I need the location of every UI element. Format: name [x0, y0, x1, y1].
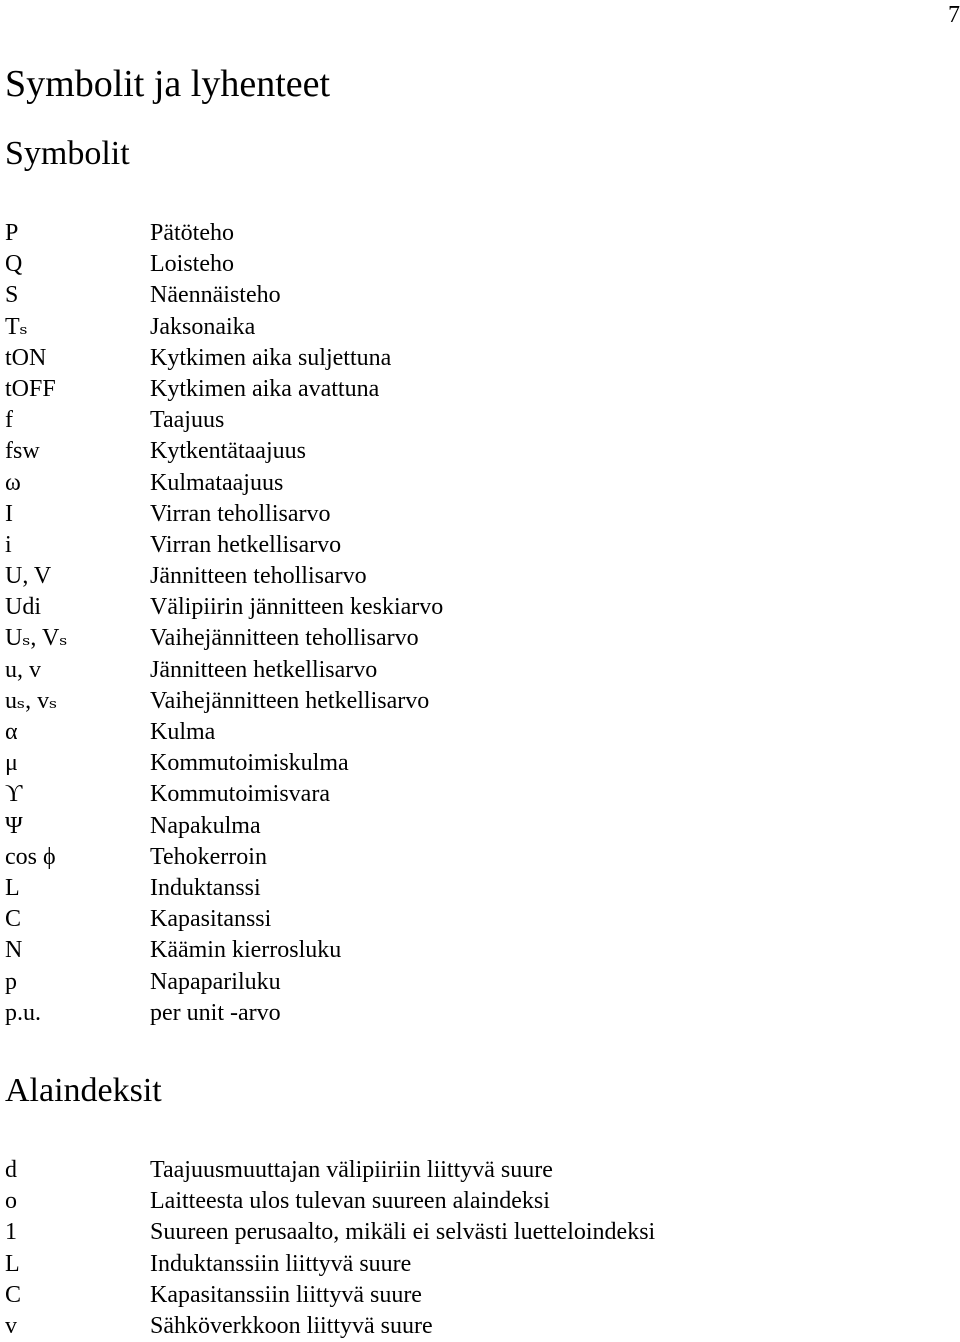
subscripts-list	[5, 1155, 905, 1342]
list-item	[5, 1280, 905, 1311]
symbol: I	[5, 500, 13, 527]
description: Vaihejännitteen hetkellisarvo	[150, 687, 430, 714]
list-item	[5, 655, 905, 686]
list-item	[5, 842, 905, 873]
symbol: o	[5, 1188, 17, 1215]
description: Jännitteen hetkellisarvo	[150, 656, 378, 683]
page-title: Symbolit ja lyhenteet	[5, 63, 331, 105]
list-item	[5, 623, 905, 654]
description: Kapasitanssiin liittyvä suure	[150, 1281, 422, 1308]
page-number: 7	[948, 2, 960, 28]
list-item	[5, 686, 905, 717]
symbol: C	[5, 1281, 22, 1308]
description: Taajuusmuuttajan välipiiriin liittyvä suure	[150, 1157, 553, 1183]
symbol: u, v	[5, 656, 41, 683]
symbol: f	[5, 407, 13, 434]
symbol: α	[5, 719, 18, 745]
description: Induktanssiin liittyvä suure	[150, 1250, 412, 1277]
subscripts-heading: Alaindeksit	[5, 1072, 162, 1109]
description: Kytkimen aika avattuna	[150, 375, 380, 402]
description: Kommutoimiskulma	[150, 750, 349, 777]
symbol: p.u.	[5, 999, 41, 1026]
description: Napakulma	[150, 812, 261, 839]
symbol: S	[5, 282, 19, 309]
list-item	[5, 748, 905, 779]
description: Virran hetkellisarvo	[150, 531, 342, 558]
list-item	[5, 1217, 905, 1248]
symbol: N	[5, 937, 23, 964]
list-item	[5, 935, 905, 966]
list-item	[5, 280, 905, 311]
description: Käämin kierrosluku	[150, 937, 342, 964]
description: Kytkimen aika suljettuna	[150, 344, 392, 371]
symbol: μ	[5, 750, 18, 777]
list-item	[5, 436, 905, 467]
description: Vaihejännitteen tehollisarvo	[150, 625, 419, 652]
symbol: ϒ	[5, 781, 23, 808]
symbol: 1	[5, 1219, 17, 1246]
symbols-list	[5, 218, 905, 1029]
description: Kulmataajuus	[150, 469, 284, 496]
symbol: Tₛ	[5, 313, 28, 340]
list-item	[5, 1186, 905, 1217]
list-item	[5, 967, 905, 998]
symbol: C	[5, 906, 22, 933]
description: Kapasitanssi	[150, 906, 272, 933]
list-item	[5, 374, 905, 405]
symbol: L	[5, 874, 20, 901]
symbol: U, V	[5, 563, 52, 590]
description: Jaksonaika	[150, 313, 256, 340]
symbol: Uₛ, Vₛ	[5, 625, 68, 652]
description: Kytkentätaajuus	[150, 438, 306, 465]
symbol: L	[5, 1250, 20, 1277]
symbol: P	[5, 220, 19, 246]
description: Kommutoimisvara	[150, 781, 330, 808]
list-item	[5, 468, 905, 499]
list-item	[5, 343, 905, 374]
symbol: tON	[5, 344, 47, 371]
list-item	[5, 592, 905, 623]
description: Sähköverkkoon liittyvä suure	[150, 1312, 433, 1339]
list-item	[5, 998, 905, 1029]
list-item	[5, 1155, 905, 1186]
symbol: tOFF	[5, 375, 56, 402]
symbol: i	[5, 531, 12, 558]
description: Kulma	[150, 719, 216, 745]
list-item	[5, 405, 905, 436]
description: Näennäisteho	[150, 282, 281, 309]
list-item	[5, 218, 905, 249]
description: Induktanssi	[150, 874, 261, 901]
symbol: d	[5, 1157, 17, 1183]
description: Laitteesta ulos tulevan suureen alaindeksi	[150, 1188, 550, 1215]
symbol: fsw	[5, 438, 40, 465]
list-item	[5, 873, 905, 904]
list-item	[5, 811, 905, 842]
symbol: v	[5, 1312, 17, 1339]
list-item	[5, 779, 905, 810]
list-item	[5, 312, 905, 343]
symbol: cos ϕ	[5, 843, 56, 870]
list-item	[5, 249, 905, 280]
description: Tehokerroin	[150, 843, 267, 870]
list-item	[5, 499, 905, 530]
symbols-heading: Symbolit	[5, 135, 130, 172]
list-item	[5, 561, 905, 592]
description: Taajuus	[150, 407, 225, 434]
description: Välipiirin jännitteen keskiarvo	[150, 594, 444, 621]
list-item	[5, 717, 905, 748]
symbol: p	[5, 968, 17, 995]
symbol: Ψ	[5, 812, 23, 839]
description: per unit -arvo	[150, 999, 281, 1026]
symbol: Q	[5, 251, 23, 278]
list-item	[5, 1311, 905, 1342]
description: Jännitteen tehollisarvo	[150, 563, 367, 590]
list-item	[5, 904, 905, 935]
description: Napapariluku	[150, 968, 281, 995]
description: Pätöteho	[150, 220, 234, 246]
description: Virran tehollisarvo	[150, 500, 331, 527]
list-item	[5, 530, 905, 561]
symbol: uₛ, vₛ	[5, 687, 58, 714]
list-item	[5, 1249, 905, 1280]
description: Suureen perusaalto, mikäli ei selvästi luetteloindeksi	[150, 1219, 656, 1246]
symbol: ω	[5, 469, 21, 496]
symbol: Udi	[5, 594, 41, 621]
description: Loisteho	[150, 251, 234, 278]
